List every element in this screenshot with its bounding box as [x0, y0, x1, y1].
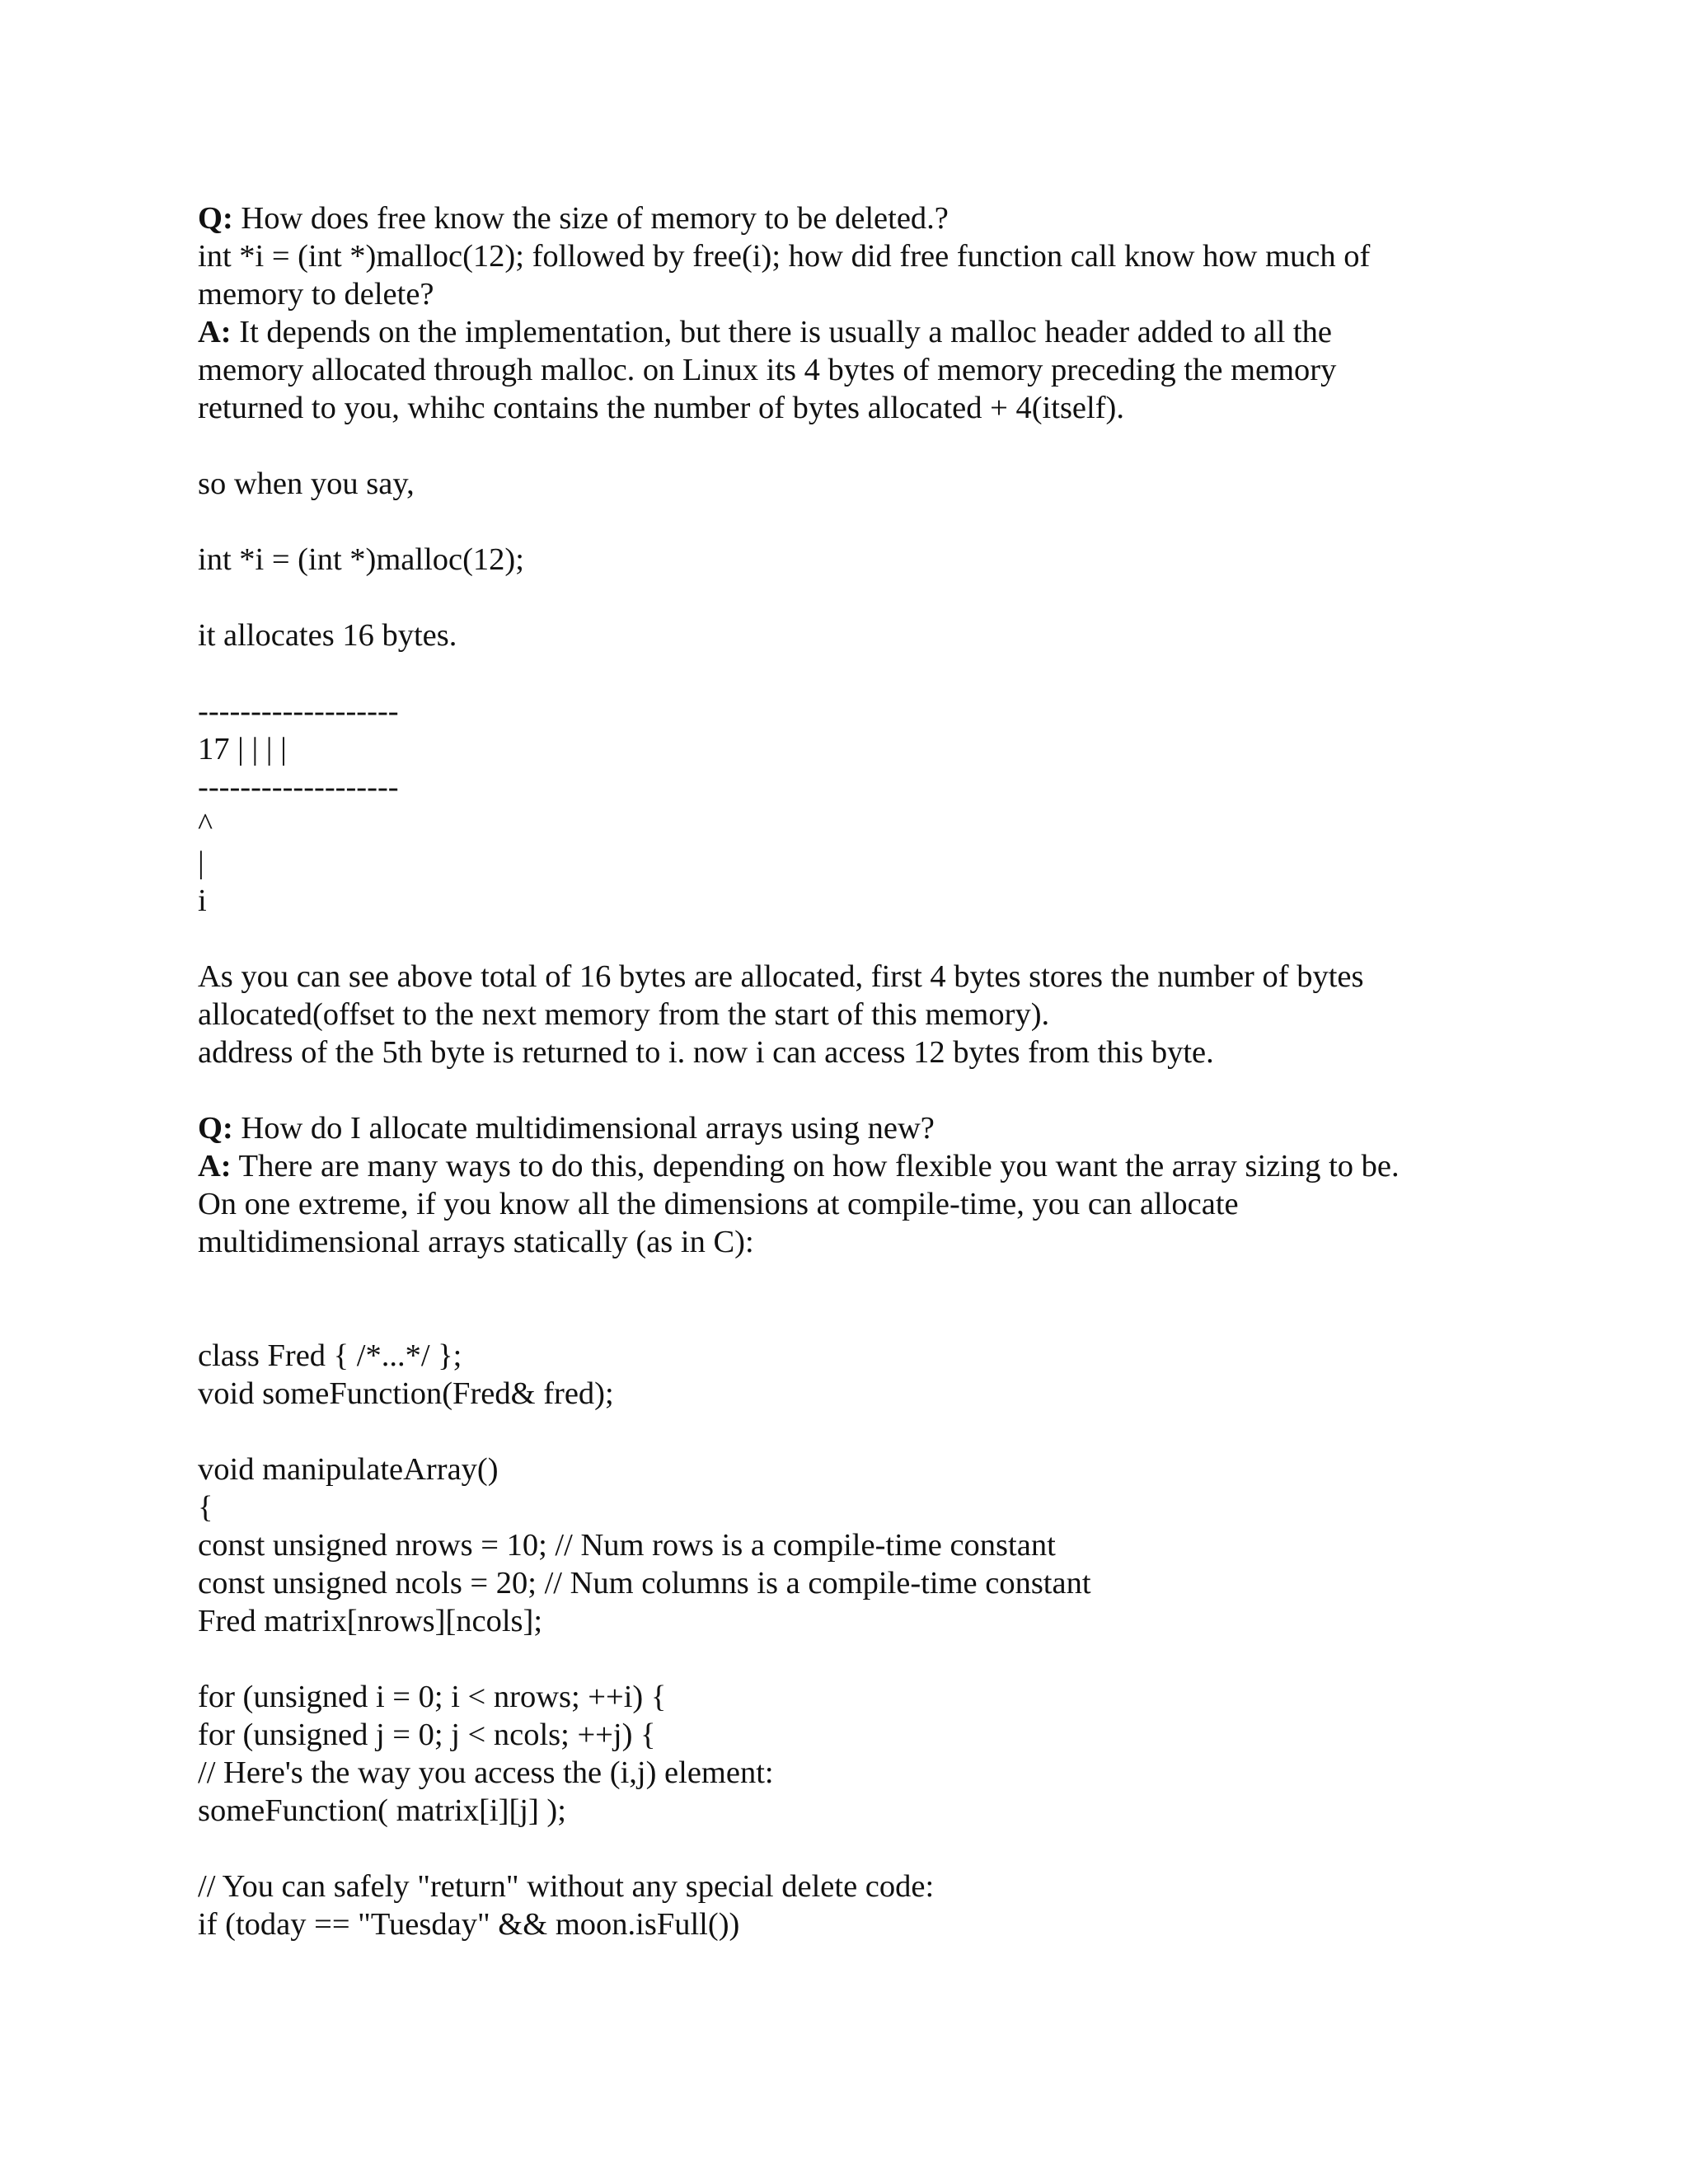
answer-1-line: memory allocated through malloc. on Linux its 4 bytes of memory preceding the memory: [198, 353, 1337, 387]
code-line: for (unsigned i = 0; i < nrows; ++i) {: [198, 1680, 667, 1714]
diagram-cells: 17 | | | |: [198, 732, 287, 766]
answer-1-line: returned to you, whihc contains the number of bytes allocated + 4(itself).: [198, 391, 1124, 425]
diagram-pipe: |: [198, 846, 204, 880]
code-line: int *i = (int *)malloc(12);: [198, 542, 524, 577]
code-line: someFunction( matrix[i][j] );: [198, 1793, 566, 1828]
question-1: [198, 199, 1517, 237]
question-2: [198, 1109, 1517, 1147]
answer-2: [198, 1147, 1517, 1185]
answer-2-line: multidimensional arrays statically (as in C):: [198, 1225, 754, 1259]
code-line: {: [198, 1490, 213, 1525]
diagram-caret: ^: [198, 808, 213, 842]
code-line: const unsigned nrows = 10; // Num rows is a compile-time constant: [198, 1528, 1056, 1563]
code-line: for (unsigned j = 0; j < ncols; ++j) {: [198, 1718, 656, 1752]
answer-1: [198, 313, 1517, 351]
answer-text: It depends on the implementation, but there is usually a malloc header added to all the: [231, 315, 1332, 349]
answer-text: There are many ways to do this, depending on how flexible you want the array sizing to be.: [231, 1149, 1400, 1183]
question-1-line: int *i = (int *)malloc(12); followed by free(i); how did free function call know how much of: [198, 239, 1371, 274]
explain-line: allocated(offset to the next memory from the start of this memory).: [198, 997, 1050, 1032]
diagram-var: i: [198, 883, 207, 918]
question-label: Q:: [198, 1111, 233, 1146]
memory-diagram: [198, 692, 1517, 920]
explain-line: As you can see above total of 16 bytes are allocated, first 4 bytes stores the number of bytes: [198, 959, 1364, 994]
code-line: if (today == "Tuesday" && moon.isFull()): [198, 1907, 740, 1942]
diagram-rule-top: -------------------: [198, 694, 399, 729]
explain-line: address of the 5th byte is returned to i. now i can access 12 bytes from this byte.: [198, 1035, 1214, 1070]
code-line: class Fred { /*...*/ };: [198, 1338, 462, 1373]
code-line: const unsigned ncols = 20; // Num columns is a compile-time constant: [198, 1566, 1091, 1601]
paragraph: it allocates 16 bytes.: [198, 618, 457, 653]
question-text: How do I allocate multidimensional arrays using new?: [232, 1111, 935, 1146]
question-1-line: memory to delete?: [198, 277, 434, 312]
answer-label: A:: [198, 1149, 232, 1183]
question-label: Q:: [198, 201, 233, 236]
code-line: void manipulateArray(): [198, 1452, 499, 1487]
question-text: How does free know the size of memory to be deleted.?: [232, 201, 949, 236]
paragraph: so when you say,: [198, 466, 415, 501]
code-line: // You can safely "return" without any special delete code:: [198, 1869, 935, 1904]
code-line: void someFunction(Fred& fred);: [198, 1376, 614, 1411]
code-line: // Here's the way you access the (i,j) element:: [198, 1755, 774, 1790]
document-page: [198, 199, 1517, 1943]
answer-2-line: On one extreme, if you know all the dimensions at compile-time, you can allocate: [198, 1187, 1239, 1221]
code-line: Fred matrix[nrows][ncols];: [198, 1604, 543, 1638]
diagram-rule-bottom: -------------------: [198, 770, 399, 804]
answer-label: A:: [198, 315, 232, 349]
